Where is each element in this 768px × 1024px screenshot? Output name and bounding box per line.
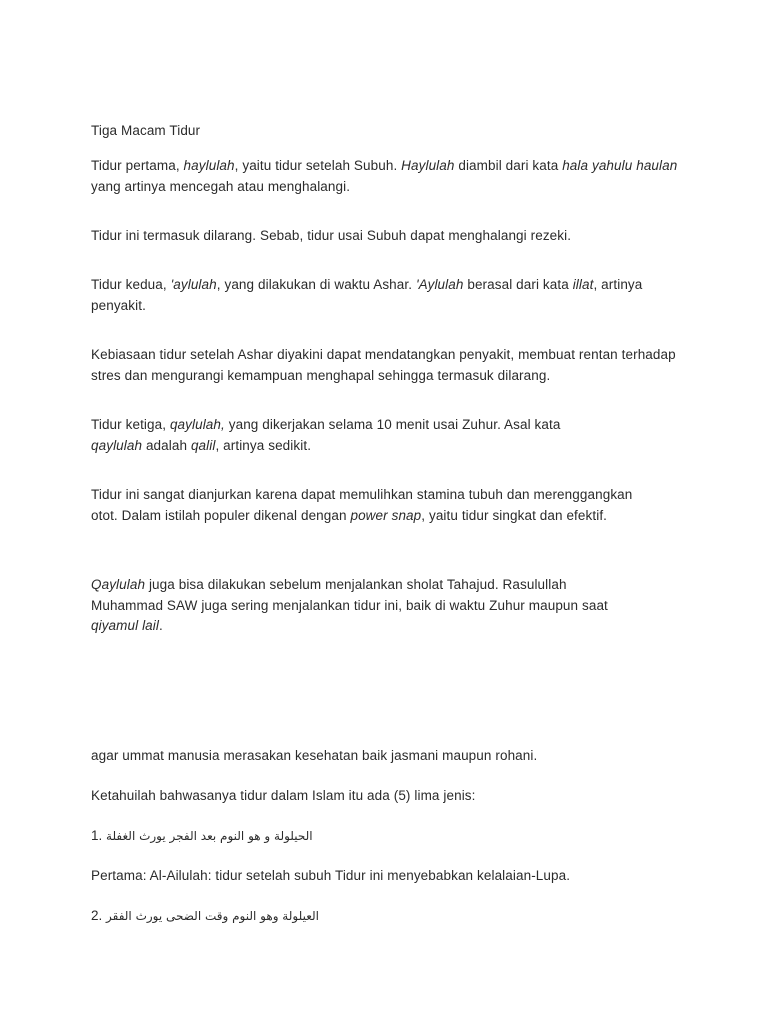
paragraph-tidur-pertama — [91, 156, 681, 197]
paragraph-kebiasaan-ashar — [91, 345, 681, 386]
text-run: . — [158, 618, 163, 633]
text-run: , artinya penyakit. — [91, 277, 643, 313]
italic-term: qiyamul lail — [91, 618, 159, 633]
italic-term: hala yahulu haulan — [562, 158, 678, 173]
document-title — [91, 121, 681, 142]
text-run: Pertama: Al-Ailulah: tidur setelah subuh Tidur ini menyebabkan kelalaian-Lupa. — [91, 868, 571, 883]
italic-term: haylulah — [183, 158, 235, 173]
italic-term: qalil — [190, 437, 216, 453]
text-run: Tidur ini sangat dianjurkan karena dapat memulihkan stamina tubuh dan merenggangkan otot. Dalam istilah populer dikenal dengan — [91, 487, 633, 523]
text-run: Tidur pertama, — [91, 158, 184, 173]
italic-term: Qaylulah — [91, 577, 146, 592]
text-run: yang dikerjakan selama 10 menit usai Zuhur. Asal kata — [224, 417, 561, 432]
text-run: Tidur kedua, — [91, 277, 171, 292]
text-run: berasal dari kata — [463, 277, 573, 292]
text-run: agar ummat manusia merasakan kesehatan baik jasmani maupun rohani. — [91, 748, 538, 763]
italic-term: qaylulah, — [169, 417, 225, 432]
italic-term: 'aylulah — [170, 277, 217, 292]
text-run: , yaitu tidur singkat dan efektif. — [421, 507, 608, 523]
italic-term: illat — [572, 277, 594, 292]
paragraph-tidur-ketiga — [91, 415, 591, 456]
text-run: 1. — [91, 828, 107, 843]
text-run: 2. — [91, 908, 107, 923]
text-run: diambil dari kata — [454, 158, 563, 173]
paragraph-power-snap — [91, 485, 651, 526]
text-run: , yaitu tidur setelah Subuh. — [234, 158, 402, 173]
paragraph-lima-jenis — [91, 786, 681, 807]
arabic-text: العيلولة وهو النوم وقت الضحى يورث الفقر — [106, 909, 319, 923]
paragraph-pertama-ailulah — [91, 866, 681, 887]
italic-term: Haylulah — [401, 158, 455, 173]
paragraph-qaylulah-tahajud — [91, 575, 631, 637]
text-run: juga bisa dilakukan sebelum menjalankan sholat Tahajud. Rasulullah Muhammad SAW juga sering menjalankan tidur ini, baik di waktu Zuhur maupun saat — [91, 577, 608, 613]
text-run: Tidur ini termasuk dilarang. Sebab, tidur usai Subuh dapat menghalangi rezeki. — [91, 228, 572, 243]
italic-term: power snap — [350, 507, 422, 523]
italic-term: 'Aylulah — [415, 277, 464, 292]
paragraph-kesehatan — [91, 746, 681, 767]
arabic-text: الحيلولة و هو النوم بعد الفجر يورث الغفلة — [106, 829, 313, 843]
text-run: yang artinya mencegah atau menghalangi. — [91, 178, 351, 194]
text-run: , yang dilakukan di waktu Ashar. — [216, 277, 416, 292]
text-run: , artinya sedikit. — [215, 437, 312, 453]
text-run: adalah — [142, 437, 191, 453]
italic-term: qaylulah — [91, 437, 143, 453]
text-run: Tiga Macam Tidur — [91, 123, 201, 138]
paragraph-tidur-kedua — [91, 275, 681, 316]
text-run: Ketahuilah bahwasanya tidur dalam Islam itu ada (5) lima jenis: — [91, 788, 476, 803]
text-run: Tidur ketiga, — [91, 417, 170, 432]
list-item-1 — [91, 826, 681, 847]
text-run: Kebiasaan tidur setelah Ashar diyakini dapat mendatangkan penyakit, membuat rentan terhadap stres dan mengurangi kemampuan menghapal sehingga termasuk dilarang. — [91, 347, 676, 383]
list-item-2 — [91, 906, 681, 927]
paragraph-dilarang-rezeki — [91, 226, 681, 247]
